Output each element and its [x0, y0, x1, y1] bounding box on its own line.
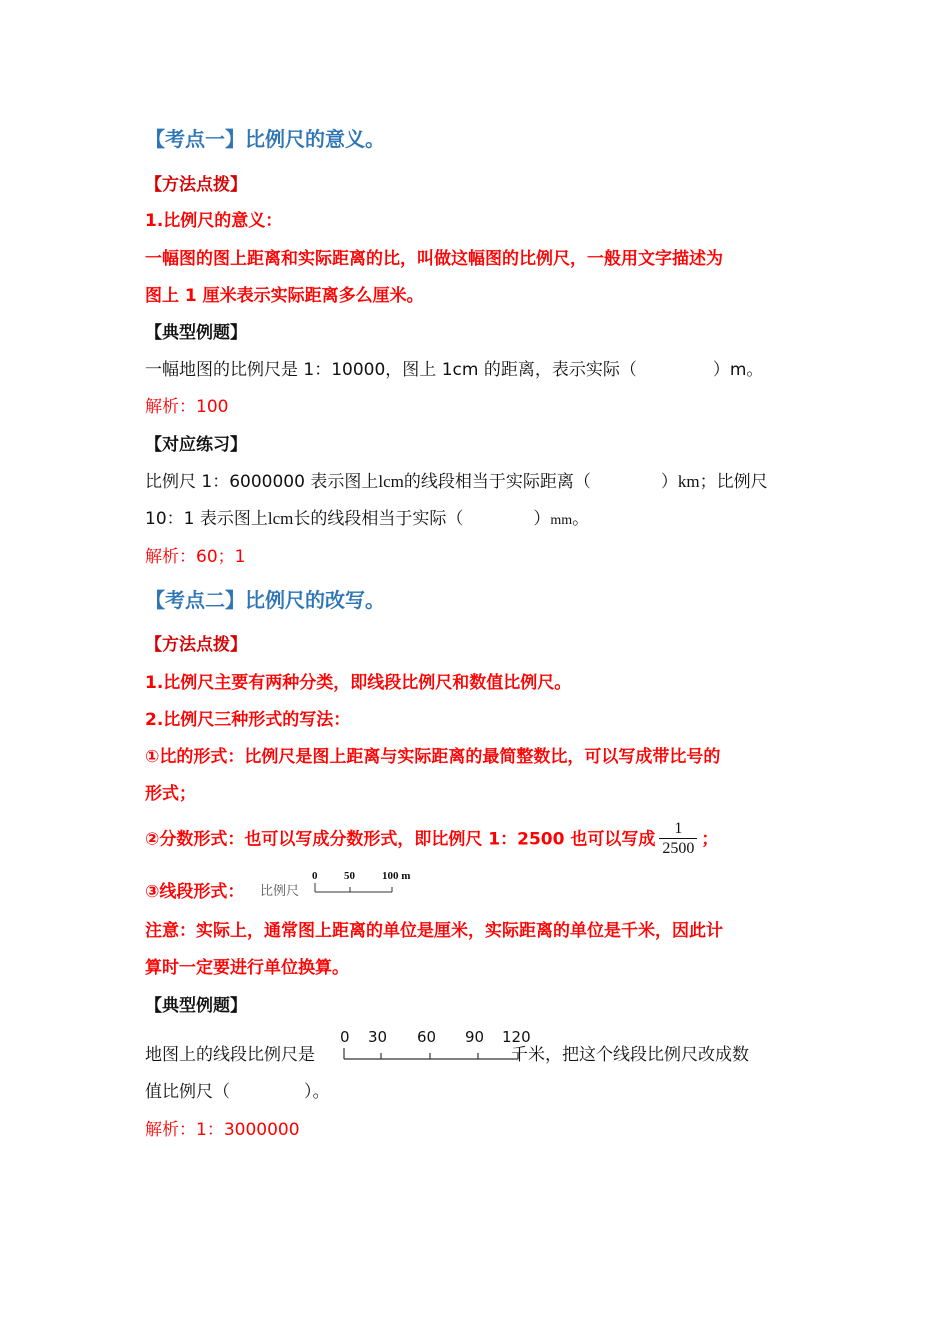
section1-method-header: 【方法点拨】 [145, 175, 247, 195]
practice-line1-text-a: 比例尺 1：6000000 表示图上 [145, 472, 379, 492]
fraction-1-2500 [659, 820, 697, 859]
example-scale-bar [338, 1028, 538, 1064]
example-line1-text-b: 千米，把这个线段比例尺改成数 [511, 1045, 749, 1065]
scale-bar-label: 比例尺 [260, 884, 300, 899]
fraction-numerator: 1 [659, 820, 697, 839]
scale-tick-50: 50 [344, 870, 355, 882]
example-tick-120: 120 [502, 1028, 531, 1046]
section2-note-line1: 注意：实际上，通常图上距离的单位是厘米，实际距离的单位是千米，因此计 [145, 921, 723, 941]
section2-form1-line2: 形式； [145, 784, 196, 804]
section2-title: 【考点二】比例尺的改写。 [145, 588, 385, 612]
section2-example-answer: 解析：1：3000000 [145, 1120, 300, 1140]
fraction-denominator: 2500 [662, 840, 695, 857]
section2-method-header: 【方法点拨】 [145, 635, 247, 655]
form2-text: ②分数形式：也可以写成分数形式，即比例尺 1：2500 也可以写成 [145, 829, 656, 850]
scale-tick-100: 100 m [382, 870, 411, 882]
scale-tick-0: 0 [312, 870, 318, 882]
section2-form2 [145, 820, 718, 859]
section1-example-header: 【典型例题】 [145, 323, 247, 343]
practice-line2-text-a: 10：1 表示图上 [145, 509, 268, 529]
section1-definition-line2: 图上 1 厘米表示实际距离多么厘米。 [145, 286, 424, 306]
form2-semicolon: ； [701, 829, 719, 850]
example-line2-text-a: 值比例尺（ [145, 1082, 230, 1102]
section2-example-line2 [145, 1080, 330, 1104]
practice-line1-text-c: ） [660, 472, 678, 492]
unit-lcm: lcm [267, 509, 294, 528]
unit-km: km [677, 472, 700, 491]
section1-example-question [145, 358, 763, 382]
section2-point1: 1.比例尺主要有两种分类，即线段比例尺和数值比例尺。 [145, 673, 572, 693]
example-question-text-b: ）m。 [712, 360, 764, 380]
practice-line2-text-b: 长的线段相当于实际（ [293, 509, 464, 529]
example-tick-0: 0 [340, 1028, 350, 1046]
example-tick-90: 90 [465, 1028, 485, 1046]
section1-practice-line1 [145, 470, 768, 494]
example-tick-60: 60 [417, 1028, 437, 1046]
section1-example-answer: 解析：100 [145, 397, 229, 417]
practice-line2-text-d: 。 [572, 509, 590, 529]
section1-practice-header: 【对应练习】 [145, 435, 247, 455]
practice-line1-text-b: 的线段相当于实际距离（ [403, 472, 591, 492]
unit-lcm: lcm [378, 472, 404, 491]
section1-practice-answer: 解析：60；1 [145, 547, 246, 567]
section2-note-line2: 算时一定要进行单位换算。 [145, 958, 349, 978]
section1-title: 【考点一】比例尺的意义。 [145, 127, 385, 151]
form3-label: ③线段形式： [145, 882, 245, 902]
unit-mm: mm [550, 513, 573, 528]
example-question-text-a: 一幅地图的比例尺是 1：10000，图上 1cm 的距离，表示实际（ [145, 360, 637, 380]
example-tick-30: 30 [368, 1028, 388, 1046]
section1-definition-line1: 一幅图的图上距离和实际距离的比，叫做这幅图的比例尺，一般用文字描述为 [145, 249, 723, 269]
practice-line2-text-c: ） [533, 509, 551, 529]
scale-bar-line [312, 882, 397, 894]
section1-practice-line2 [145, 507, 589, 533]
example-scale-line [338, 1046, 538, 1062]
example-line2-text-b: ）。 [304, 1082, 330, 1102]
section1-point1: 1.比例尺的意义： [145, 211, 283, 231]
section2-point2: 2.比例尺三种形式的写法： [145, 710, 351, 730]
section2-form1-line1: ①比的形式：比例尺是图上距离与实际距离的最简整数比，可以写成带比号的 [145, 747, 721, 767]
section2-form3 [145, 880, 244, 904]
practice-line1-text-d: ；比例尺 [699, 472, 768, 492]
section2-example-header: 【典型例题】 [145, 996, 247, 1016]
example-line1-text-a: 地图上的线段比例尺是 [145, 1045, 315, 1065]
scale-bar-figure [260, 870, 430, 900]
